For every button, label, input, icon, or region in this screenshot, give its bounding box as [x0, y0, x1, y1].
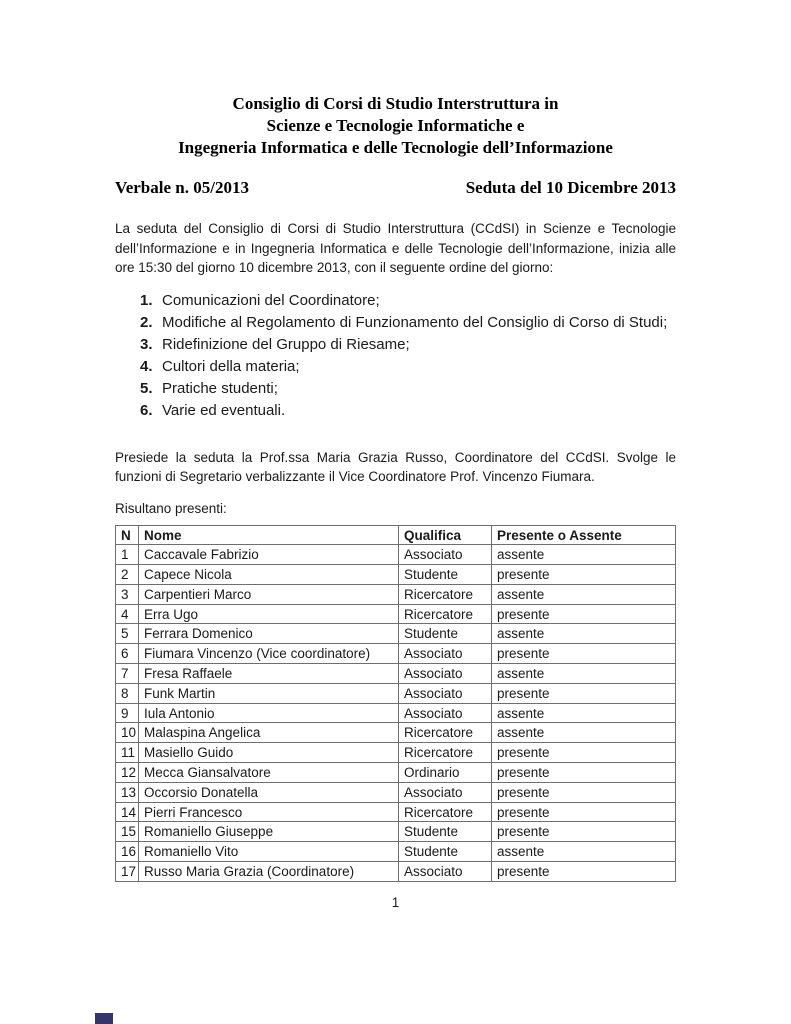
cell-nome: Iula Antonio — [139, 703, 399, 723]
cell-nome: Pierri Francesco — [139, 802, 399, 822]
table-header-cell: Presente o Assente — [492, 525, 676, 545]
agenda-item-number: 5. — [140, 379, 153, 397]
cell-number: 8 — [116, 683, 139, 703]
cell-qualifica: Associato — [399, 703, 492, 723]
cell-number: 1 — [116, 545, 139, 565]
table-row — [116, 703, 676, 723]
attendance-table — [115, 525, 676, 882]
table-row — [116, 782, 676, 802]
cell-presente-assente: assente — [492, 624, 676, 644]
table-row — [116, 565, 676, 585]
table-body — [116, 545, 676, 882]
cell-nome: Fiumara Vincenzo (Vice coordinatore) — [139, 644, 399, 664]
cell-nome: Mecca Giansalvatore — [139, 763, 399, 783]
cell-presente-assente: presente — [492, 763, 676, 783]
cell-nome: Romaniello Giuseppe — [139, 822, 399, 842]
title-line-3: Ingegneria Informatica e delle Tecnologie dell’Informazione — [178, 138, 613, 157]
cell-number: 12 — [116, 763, 139, 783]
cell-qualifica: Studente — [399, 624, 492, 644]
cell-number: 16 — [116, 842, 139, 862]
cell-nome: Ferrara Domenico — [139, 624, 399, 644]
cell-number: 11 — [116, 743, 139, 763]
cell-number: 15 — [116, 822, 139, 842]
cell-qualifica: Studente — [399, 822, 492, 842]
cell-qualifica: Studente — [399, 842, 492, 862]
cell-qualifica: Ricercatore — [399, 802, 492, 822]
cell-qualifica: Ricercatore — [399, 743, 492, 763]
cell-qualifica: Associato — [399, 644, 492, 664]
cell-nome: Malaspina Angelica — [139, 723, 399, 743]
agenda-item-text: Comunicazioni del Coordinatore; — [162, 291, 380, 309]
verbale-number: Verbale n. 05/2013 — [115, 178, 249, 197]
cell-number: 4 — [116, 604, 139, 624]
cell-nome: Erra Ugo — [139, 604, 399, 624]
agenda-item-text: Cultori della materia; — [162, 357, 300, 375]
cell-nome: Masiello Guido — [139, 743, 399, 763]
agenda-item-number: 3. — [140, 335, 153, 353]
table-header-cell: Nome — [139, 525, 399, 545]
cell-nome: Russo Maria Grazia (Coordinatore) — [139, 862, 399, 882]
cell-presente-assente: presente — [492, 683, 676, 703]
agenda-item — [140, 378, 676, 400]
title-line-2: Scienze e Tecnologie Informatiche e — [266, 116, 525, 135]
cell-nome: Fresa Raffaele — [139, 664, 399, 684]
table-row — [116, 862, 676, 882]
cell-nome: Occorsio Donatella — [139, 782, 399, 802]
cell-number: 7 — [116, 664, 139, 684]
cell-nome: Capece Nicola — [139, 565, 399, 585]
document-title — [115, 93, 676, 159]
agenda-list — [115, 290, 676, 422]
table-row — [116, 584, 676, 604]
cell-qualifica: Associato — [399, 664, 492, 684]
cell-presente-assente: assente — [492, 703, 676, 723]
cell-qualifica: Associato — [399, 782, 492, 802]
cell-number: 13 — [116, 782, 139, 802]
table-row — [116, 802, 676, 822]
agenda-item-number: 4. — [140, 357, 153, 375]
presiede-paragraph: Presiede la seduta la Prof.ssa Maria Grazia Russo, Coordinatore del CCdSI. Svolge le funzioni di Segretario verbalizzante il Vice Coordinatore Prof. Vincenzo Fiumara. — [115, 449, 676, 484]
cell-presente-assente: assente — [492, 664, 676, 684]
page-number: 1 — [391, 894, 400, 910]
cell-presente-assente: presente — [492, 802, 676, 822]
cell-number: 9 — [116, 703, 139, 723]
cell-qualifica: Ordinario — [399, 763, 492, 783]
cell-presente-assente: presente — [492, 822, 676, 842]
cell-presente-assente: assente — [492, 723, 676, 743]
cell-qualifica: Studente — [399, 565, 492, 585]
corner-artifact — [95, 1013, 113, 1024]
table-row — [116, 604, 676, 624]
table-row — [116, 683, 676, 703]
table-row — [116, 664, 676, 684]
table-row — [116, 842, 676, 862]
cell-number: 3 — [116, 584, 139, 604]
cell-number: 6 — [116, 644, 139, 664]
cell-qualifica: Ricercatore — [399, 723, 492, 743]
cell-presente-assente: presente — [492, 565, 676, 585]
table-header-cell: N — [116, 525, 139, 545]
cell-presente-assente: presente — [492, 862, 676, 882]
agenda-item-number: 6. — [140, 401, 153, 419]
cell-number: 5 — [116, 624, 139, 644]
cell-nome: Caccavale Fabrizio — [139, 545, 399, 565]
cell-presente-assente: presente — [492, 644, 676, 664]
table-row — [116, 624, 676, 644]
agenda-item — [140, 312, 676, 334]
cell-qualifica: Associato — [399, 683, 492, 703]
table-row — [116, 545, 676, 565]
agenda-item-text: Varie ed eventuali. — [162, 401, 286, 419]
cell-number: 14 — [116, 802, 139, 822]
agenda-item — [140, 334, 676, 356]
table-row — [116, 763, 676, 783]
cell-presente-assente: assente — [492, 545, 676, 565]
table-row — [116, 743, 676, 763]
agenda-item-text: Modifiche al Regolamento di Funzionamento del Consiglio di Corso di Studi; — [162, 313, 668, 331]
cell-qualifica: Associato — [399, 862, 492, 882]
presenti-label: Risultano presenti: — [115, 500, 227, 516]
table-row — [116, 644, 676, 664]
cell-qualifica: Ricercatore — [399, 604, 492, 624]
agenda-item-text: Pratiche studenti; — [162, 379, 278, 397]
cell-presente-assente: presente — [492, 743, 676, 763]
cell-nome: Funk Martin — [139, 683, 399, 703]
agenda-item — [140, 400, 676, 422]
cell-number: 17 — [116, 862, 139, 882]
cell-nome: Romaniello Vito — [139, 842, 399, 862]
agenda-item — [140, 290, 676, 312]
cell-number: 2 — [116, 565, 139, 585]
verbale-meta-row — [115, 178, 676, 198]
cell-presente-assente: assente — [492, 842, 676, 862]
cell-presente-assente: assente — [492, 584, 676, 604]
agenda-item — [140, 356, 676, 378]
cell-nome: Carpentieri Marco — [139, 584, 399, 604]
cell-number: 10 — [116, 723, 139, 743]
document-content — [115, 0, 676, 910]
agenda-item-number: 1. — [140, 291, 153, 309]
cell-qualifica: Ricercatore — [399, 584, 492, 604]
agenda-item-number: 2. — [140, 313, 153, 331]
seduta-date: Seduta del 10 Dicembre 2013 — [465, 178, 676, 197]
intro-paragraph: La seduta del Consiglio di Corsi di Studio Interstruttura (CCdSI) in Scienze e Tecnologie dell’Informazione e in Ingegneria Informatica e delle Tecnologie dell’Informazione, inizia alle ore 15:30 del giorno 10 dicembre 2013, con il seguente ordine del giorno: — [115, 221, 676, 275]
agenda-item-text: Ridefinizione del Gruppo di Riesame; — [162, 335, 410, 353]
cell-presente-assente: presente — [492, 604, 676, 624]
cell-qualifica: Associato — [399, 545, 492, 565]
table-row — [116, 723, 676, 743]
table-row — [116, 822, 676, 842]
title-line-1: Consiglio di Corsi di Studio Interstruttura in — [232, 94, 559, 113]
cell-presente-assente: presente — [492, 782, 676, 802]
table-header-row — [116, 525, 676, 545]
table-header-cell: Qualifica — [399, 525, 492, 545]
